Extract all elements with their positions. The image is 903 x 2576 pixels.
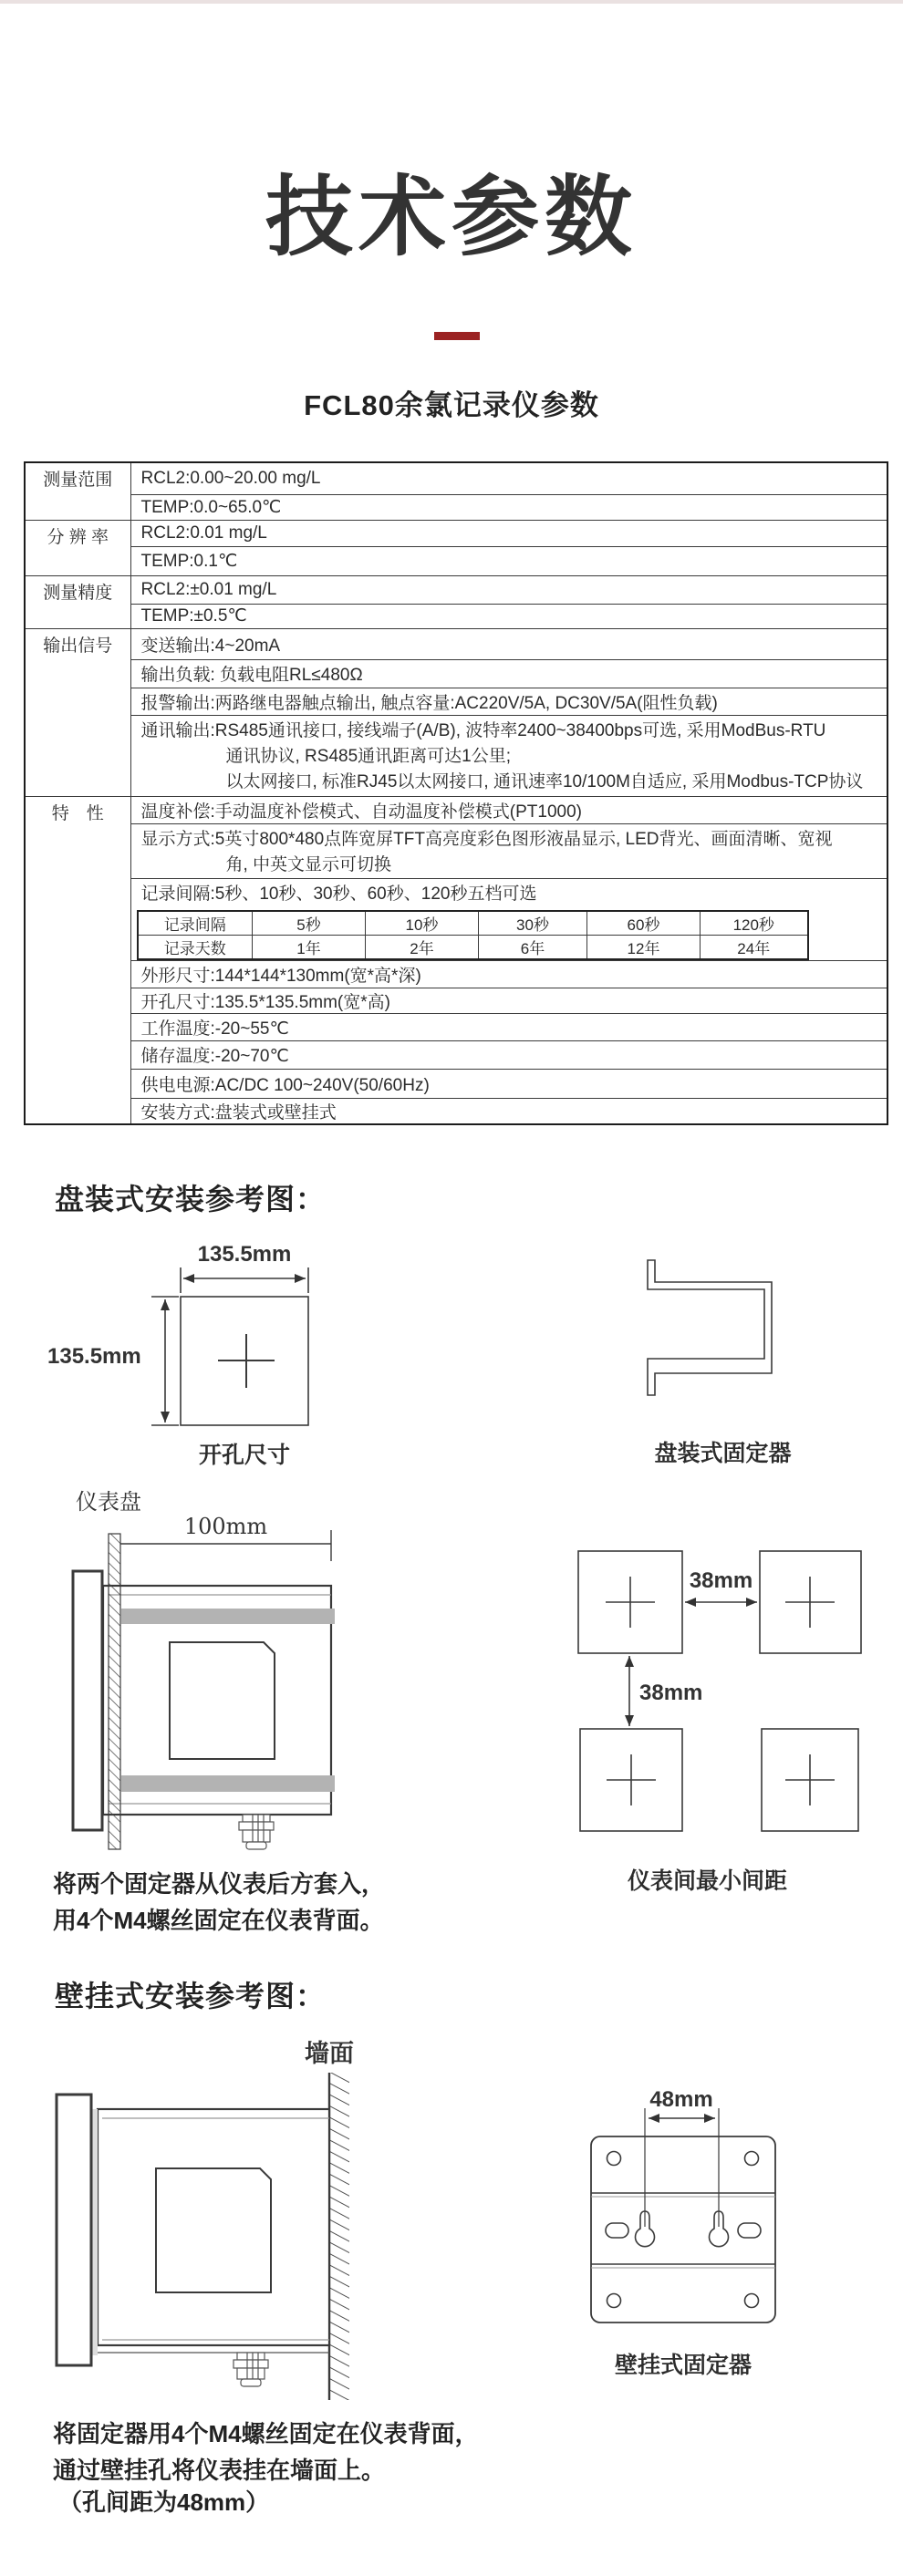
wall-fixer-caption: 壁挂式固定器: [614, 2353, 752, 2378]
top-accent-bar: [0, 0, 903, 4]
wall-note-line-1: 将固定器用4个M4螺丝固定在仪表背面，: [53, 2420, 479, 2447]
vertical-gap-dimension: 38mm: [639, 1681, 703, 1705]
record-table-cell: 12年: [587, 935, 701, 959]
cutout-height-dimension: 135.5mm: [47, 1344, 141, 1369]
spec-label-accuracy: 测量精度: [25, 575, 130, 628]
cable-gland: [234, 2353, 268, 2386]
record-table-cell: 5秒: [253, 911, 366, 936]
spec-cell: 外形尺寸:144*144*130mm(宽*高*深): [130, 960, 887, 988]
horizontal-gap-dimension: 38mm: [689, 1568, 753, 1593]
wall-note-line-2: 通过壁挂孔将仪表挂在墙面上。: [53, 2457, 386, 2484]
record-days-table: [137, 910, 809, 960]
spec-cell: 变送输出:4~20mA: [130, 628, 887, 659]
record-table-cell: 记录天数: [138, 935, 253, 959]
spec-cell: 报警输出:两路继电器触点输出, 触点容量:AC220V/5A, DC30V/5A(阻性负载): [130, 688, 887, 715]
panel-note-line-1: 将两个固定器从仪表后方套入，: [53, 1870, 386, 1898]
panel-clamp-drawing: [648, 1260, 772, 1395]
spec-cell: 储存温度:-20~70℃: [130, 1040, 887, 1069]
spec-cell: 输出负载: 负载电阻RL≤480Ω: [130, 659, 887, 688]
wall-mount-side-view: [57, 2073, 349, 2400]
instrument-panel-label: 仪表盘: [76, 1490, 141, 1515]
spec-cell: 工作温度:-20~55℃: [130, 1013, 887, 1040]
spec-cell: RCL2:±0.01 mg/L: [130, 575, 887, 604]
cutout-caption: 开孔尺寸: [198, 1443, 290, 1468]
wall-surface-label: 墙面: [305, 2040, 354, 2067]
spec-cell: RCL2:0.00~20.00 mg/L: [130, 462, 887, 494]
record-table-cell: 30秒: [479, 911, 587, 936]
spec-label-output: 输出信号: [25, 628, 130, 796]
record-table-cell: 6年: [479, 935, 587, 959]
title-accent-dash: [434, 332, 480, 340]
page-subtitle: FCL80余氯记录仪参数: [304, 389, 599, 421]
spec-cell-comm: [130, 715, 887, 796]
spec-label-resolution: 分 辨 率: [25, 520, 130, 575]
panel-mount-side-view: [73, 1530, 335, 1849]
spec-cell: RCL2:0.01 mg/L: [130, 520, 887, 546]
record-table-cell: 120秒: [701, 911, 808, 936]
record-table-cell: 1年: [253, 935, 366, 959]
record-table-cell: 24年: [701, 935, 808, 959]
display-line-2: 角, 中英文显示可切换: [225, 854, 392, 874]
spec-cell: 温度补偿:手动温度补偿模式、自动温度补偿模式(PT1000): [130, 796, 887, 823]
wall-note-line-3: （孔间距为48mm）: [58, 2488, 270, 2516]
record-table-cell: 记录间隔: [138, 911, 253, 936]
panel-note-line-2: 用4个M4螺丝固定在仪表背面。: [53, 1907, 384, 1934]
spec-label-feature: 特 性: [25, 796, 130, 1124]
panel-section-heading: 盘装式安装参考图：: [55, 1183, 327, 1216]
wall-bracket-drawing: [591, 2108, 775, 2323]
cable-gland: [239, 1815, 274, 1849]
spec-cell: TEMP:0.0~65.0℃: [130, 494, 887, 520]
record-table-cell: 2年: [366, 935, 479, 959]
spec-cell-record: [130, 878, 887, 960]
record-interval-text: 记录间隔:5秒、10秒、30秒、60秒、120秒五档可选: [140, 884, 537, 904]
comm-line-2: 通讯协议, RS485通讯距离可达1公里;: [225, 746, 511, 766]
min-spacing-caption: 仪表间最小间距: [628, 1868, 788, 1894]
spec-label-range: 测量范围: [25, 462, 130, 520]
spec-cell: 供电电源:AC/DC 100~240V(50/60Hz): [130, 1069, 887, 1098]
depth-dimension: 100mm: [183, 1514, 268, 1539]
comm-line-3: 以太网接口, 标准RJ45以太网接口, 通讯速率10/100M自适应, 采用Modbus-TCP协议: [225, 771, 864, 791]
record-table-cell: 60秒: [587, 911, 701, 936]
page-title: 技术参数: [265, 169, 638, 266]
wall-section-heading: 壁挂式安装参考图：: [55, 1980, 327, 2012]
spec-cell: 开孔尺寸:135.5*135.5mm(宽*高): [130, 988, 887, 1013]
spec-cell: TEMP:±0.5℃: [130, 604, 887, 628]
spec-table: [24, 461, 888, 1125]
cutout-width-dimension: 135.5mm: [197, 1242, 292, 1267]
comm-line-1: 通讯输出:RS485通讯接口, 接线端子(A/B), 波特率2400~38400bps可选, 采用ModBus-RTU: [140, 720, 826, 740]
record-table-cell: 10秒: [366, 911, 479, 936]
spec-cell-display: [130, 823, 887, 878]
cutout-dimension-diagram: [151, 1267, 308, 1425]
panel-fixer-caption: 盘装式固定器: [654, 1441, 792, 1466]
spec-cell: TEMP:0.1℃: [130, 546, 887, 575]
spec-cell: 安装方式:盘装式或壁挂式: [130, 1098, 887, 1124]
hole-spacing-dimension: 48mm: [649, 2087, 713, 2112]
display-line-1: 显示方式:5英寸800*480点阵宽屏TFT高亮度彩色图形液晶显示, LED背光、画面清晰、宽视: [140, 829, 833, 849]
